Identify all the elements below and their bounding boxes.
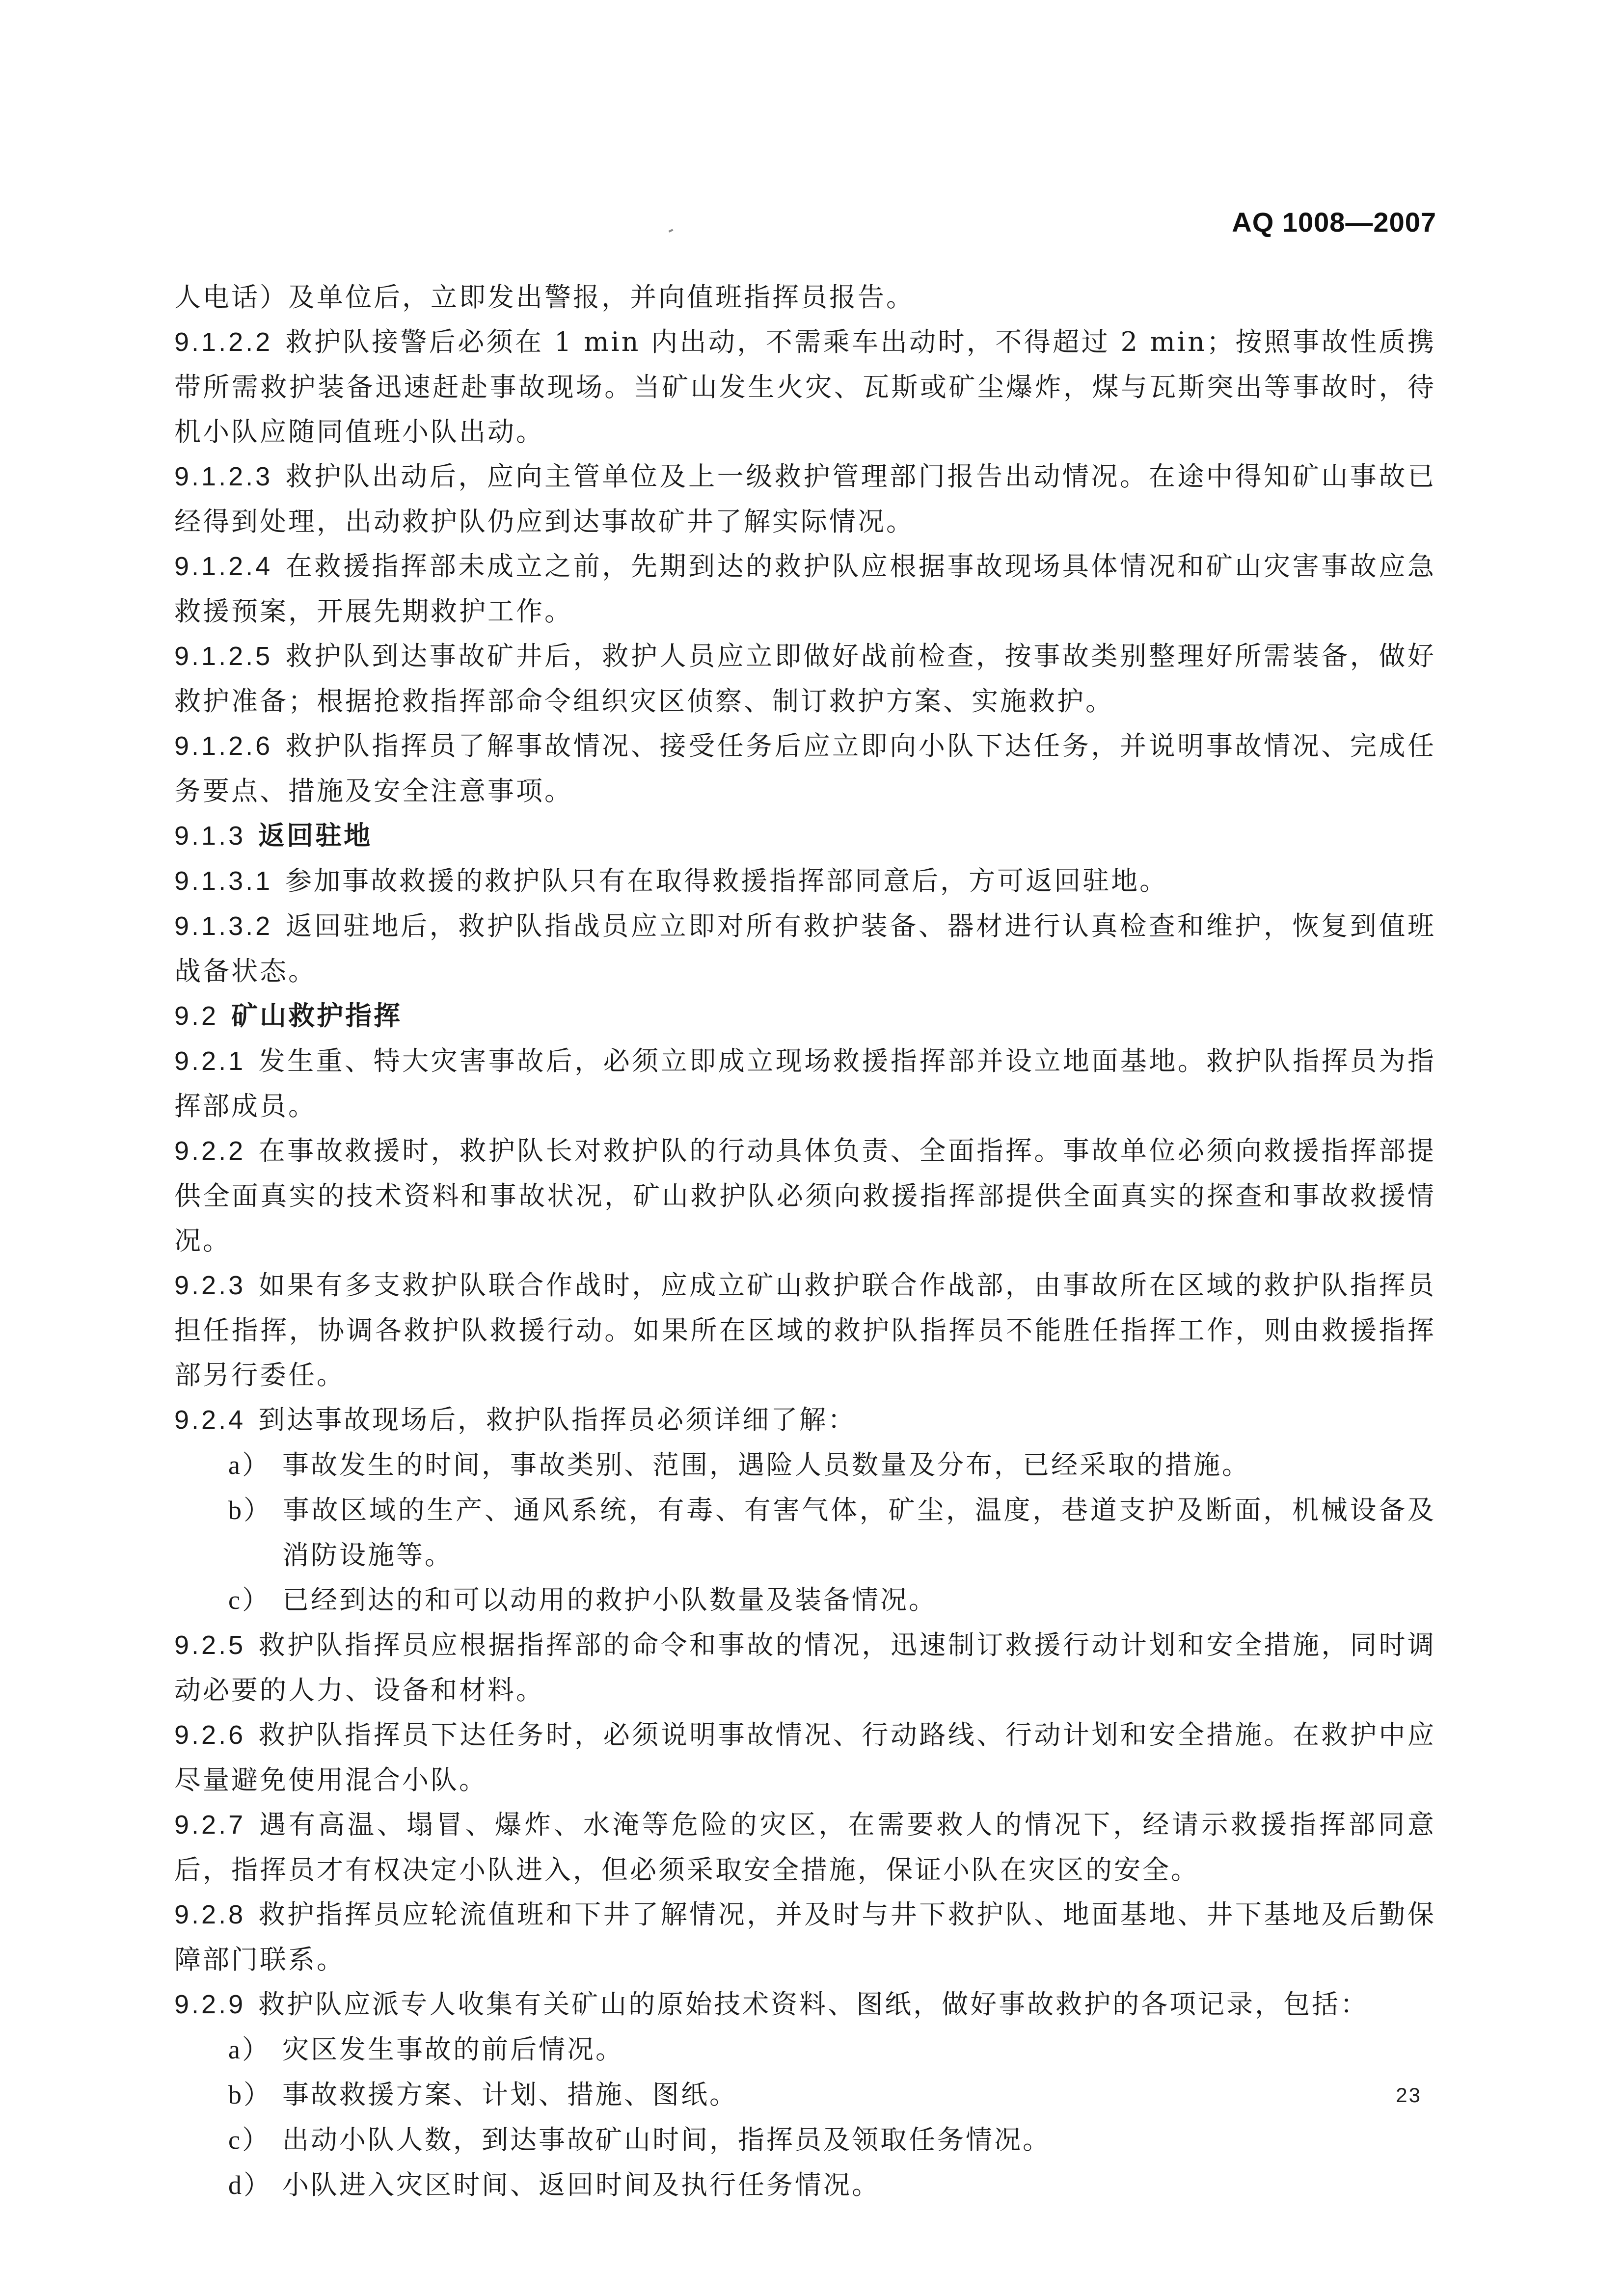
clause-number: 9.1.2.6 — [174, 731, 273, 761]
clause-text: 到达事故现场后，救护队指挥员必须详细了解： — [258, 1404, 857, 1435]
clause-text: 事故区域的生产、通风系统，有毒、有害气体，矿尘，温度，巷道支护及断面，机械设备及消防设施等。 — [282, 1495, 1436, 1571]
clause-text: 灾区发生事故的前后情况。 — [282, 2034, 624, 2065]
list-item-marker: a） — [228, 2035, 270, 2064]
clause-text: 救护队应派专人收集有关矿山的原始技术资料、图纸，做好事故救护的各项记录，包括： — [258, 1989, 1369, 2020]
clause-text: 救护队指挥员应根据指挥部的命令和事故的情况，迅速制订救援行动计划和安全措施，同时调动必要的人力、设备和材料。 — [174, 1629, 1436, 1706]
list-item — [174, 2117, 1436, 2163]
clause-paragraph — [174, 858, 1436, 904]
clause-text: 在救援指挥部未成立之前，先期到达的救护队应根据事故现场具体情况和矿山灾害事故应急救援预案，开展先期救护工作。 — [174, 551, 1436, 627]
clause-paragraph — [174, 320, 1436, 454]
list-item — [174, 1442, 1436, 1488]
clause-number: 9.1.3.2 — [174, 911, 273, 941]
clause-text: 小队进入灾区时间、返回时间及执行任务情况。 — [282, 2169, 880, 2200]
list-item — [174, 1488, 1436, 1577]
clause-text: 参加事故救援的救护队只有在取得救援指挥部同意后，方可返回驻地。 — [285, 865, 1168, 896]
clause-text: 返回驻地后，救护队指战员应立即对所有救护装备、器材进行认真检查和维护，恢复到值班战备状态。 — [174, 910, 1436, 987]
list-item-marker: a） — [228, 1450, 270, 1480]
section-heading-text: 返回驻地 — [258, 820, 373, 851]
clause-number: 9.1.2.5 — [174, 641, 273, 671]
clause-text: 已经到达的和可以动用的救护小队数量及装备情况。 — [282, 1584, 937, 1615]
clause-number: 9.2.1 — [174, 1046, 246, 1076]
clause-text: 事故发生的时间，事故类别、范围，遇险人员数量及分布，已经采取的措施。 — [282, 1449, 1250, 1480]
clause-text: 人电话）及单位后，立即发出警报，并向值班指挥员报告。 — [174, 282, 915, 313]
clause-number: 9.1.2.4 — [174, 552, 273, 581]
clause-text: 在事故救援时，救护队长对救护队的行动具体负责、全面指挥。事故单位必须向救援指挥部提供全面真实的技术资料和事故状况，矿山救护队必须向救援指挥部提供全面真实的探查和事故救援情况。 — [174, 1135, 1436, 1256]
clause-paragraph — [174, 1802, 1436, 1892]
clause-paragraph — [174, 904, 1436, 993]
clause-paragraph — [174, 1128, 1436, 1263]
clause-number: 9.2.4 — [174, 1405, 246, 1435]
clause-paragraph — [174, 275, 1436, 320]
list-item-marker: c） — [228, 1585, 270, 1615]
clause-number: 9.1.3 — [174, 821, 246, 851]
clause-paragraph — [174, 454, 1436, 544]
clause-paragraph — [174, 1982, 1436, 2027]
clause-number: 9.1.2.3 — [174, 462, 273, 491]
clause-number: 9.2.5 — [174, 1630, 246, 1660]
clause-number: 9.2.9 — [174, 1990, 246, 2019]
clause-text: 救护指挥员应轮流值班和下井了解情况，并及时与井下救护队、地面基地、井下基地及后勤保障部门联系。 — [174, 1899, 1436, 1975]
clause-text: 救护队出动后，应向主管单位及上一级救护管理部门报告出动情况。在途中得知矿山事故已经得到处理，出动救护队仍应到达事故矿井了解实际情况。 — [174, 461, 1436, 537]
list-item — [174, 1577, 1436, 1623]
list-item-marker: d） — [228, 2170, 272, 2200]
section-heading — [174, 993, 1436, 1039]
list-item — [174, 2072, 1436, 2117]
clause-text: 救护队到达事故矿井后，救护人员应立即做好战前检查，按事故类别整理好所需装备，做好救护准备；根据抢救指挥部命令组织灾区侦察、制订救护方案、实施救护。 — [174, 641, 1436, 717]
clause-text: 救护队指挥员了解事故情况、接受任务后应立即向小队下达任务，并说明事故情况、完成任务要点、措施及安全注意事项。 — [174, 730, 1436, 806]
clause-text: 发生重、特大灾害事故后，必须立即成立现场救援指挥部并设立地面基地。救护队指挥员为指挥部成员。 — [174, 1045, 1436, 1121]
clause-number: 9.2 — [174, 1001, 219, 1031]
clause-paragraph — [174, 1712, 1436, 1802]
clause-paragraph — [174, 1039, 1436, 1128]
clause-text: 救护队指挥员下达任务时，必须说明事故情况、行动路线、行动计划和安全措施。在救护中应尽量避免使用混合小队。 — [174, 1719, 1436, 1795]
clause-paragraph — [174, 544, 1436, 634]
list-item-marker: c） — [228, 2125, 270, 2155]
clause-paragraph — [174, 1623, 1436, 1712]
list-item — [174, 2027, 1436, 2072]
clause-text: 事故救援方案、计划、措施、图纸。 — [282, 2079, 738, 2110]
clause-number: 9.2.8 — [174, 1900, 246, 1929]
clause-number: 9.2.2 — [174, 1136, 246, 1166]
scan-speck — [669, 229, 674, 232]
clause-number: 9.1.2.2 — [174, 327, 273, 357]
clause-number: 9.2.3 — [174, 1271, 246, 1300]
document-body — [174, 275, 1436, 2208]
clause-paragraph — [174, 723, 1436, 813]
clause-paragraph — [174, 1263, 1436, 1397]
clause-text: 如果有多支救护队联合作战时，应成立矿山救护联合作战部，由事故所在区域的救护队指挥员担任指挥，协调各救护队救援行动。如果所在区域的救护队指挥员不能胜任指挥工作，则由救援指挥部另行委任。 — [174, 1270, 1436, 1390]
clause-paragraph — [174, 1892, 1436, 1982]
clause-text: 出动小队人数，到达事故矿山时间，指挥员及领取任务情况。 — [282, 2124, 1051, 2155]
page-number: 23 — [1396, 2083, 1422, 2107]
clause-paragraph — [174, 634, 1436, 723]
clause-number: 9.1.3.1 — [174, 866, 273, 896]
clause-text: 救护队接警后必须在 1 min 内出动，不需乘车出动时，不得超过 2 min；按照事故性质携带所需救护装备迅速赶赴事故现场。当矿山发生火灾、瓦斯或矿尘爆炸，煤与瓦斯突出等事故时，待机小队应随同值班小队出动。 — [174, 326, 1436, 447]
list-item-marker: b） — [228, 2080, 272, 2109]
standard-code-header: AQ 1008—2007 — [1232, 207, 1436, 238]
section-heading — [174, 813, 1436, 858]
list-item — [174, 2163, 1436, 2208]
clause-paragraph — [174, 1397, 1436, 1442]
clause-number: 9.2.6 — [174, 1720, 246, 1750]
list-item-marker: b） — [228, 1495, 272, 1525]
section-heading-text: 矿山救护指挥 — [231, 1000, 403, 1031]
clause-text: 遇有高温、塌冒、爆炸、水淹等危险的灾区，在需要救人的情况下，经请示救援指挥部同意后，指挥员才有权决定小队进入，但必须采取安全措施，保证小队在灾区的安全。 — [174, 1809, 1436, 1885]
clause-number: 9.2.7 — [174, 1810, 246, 1840]
